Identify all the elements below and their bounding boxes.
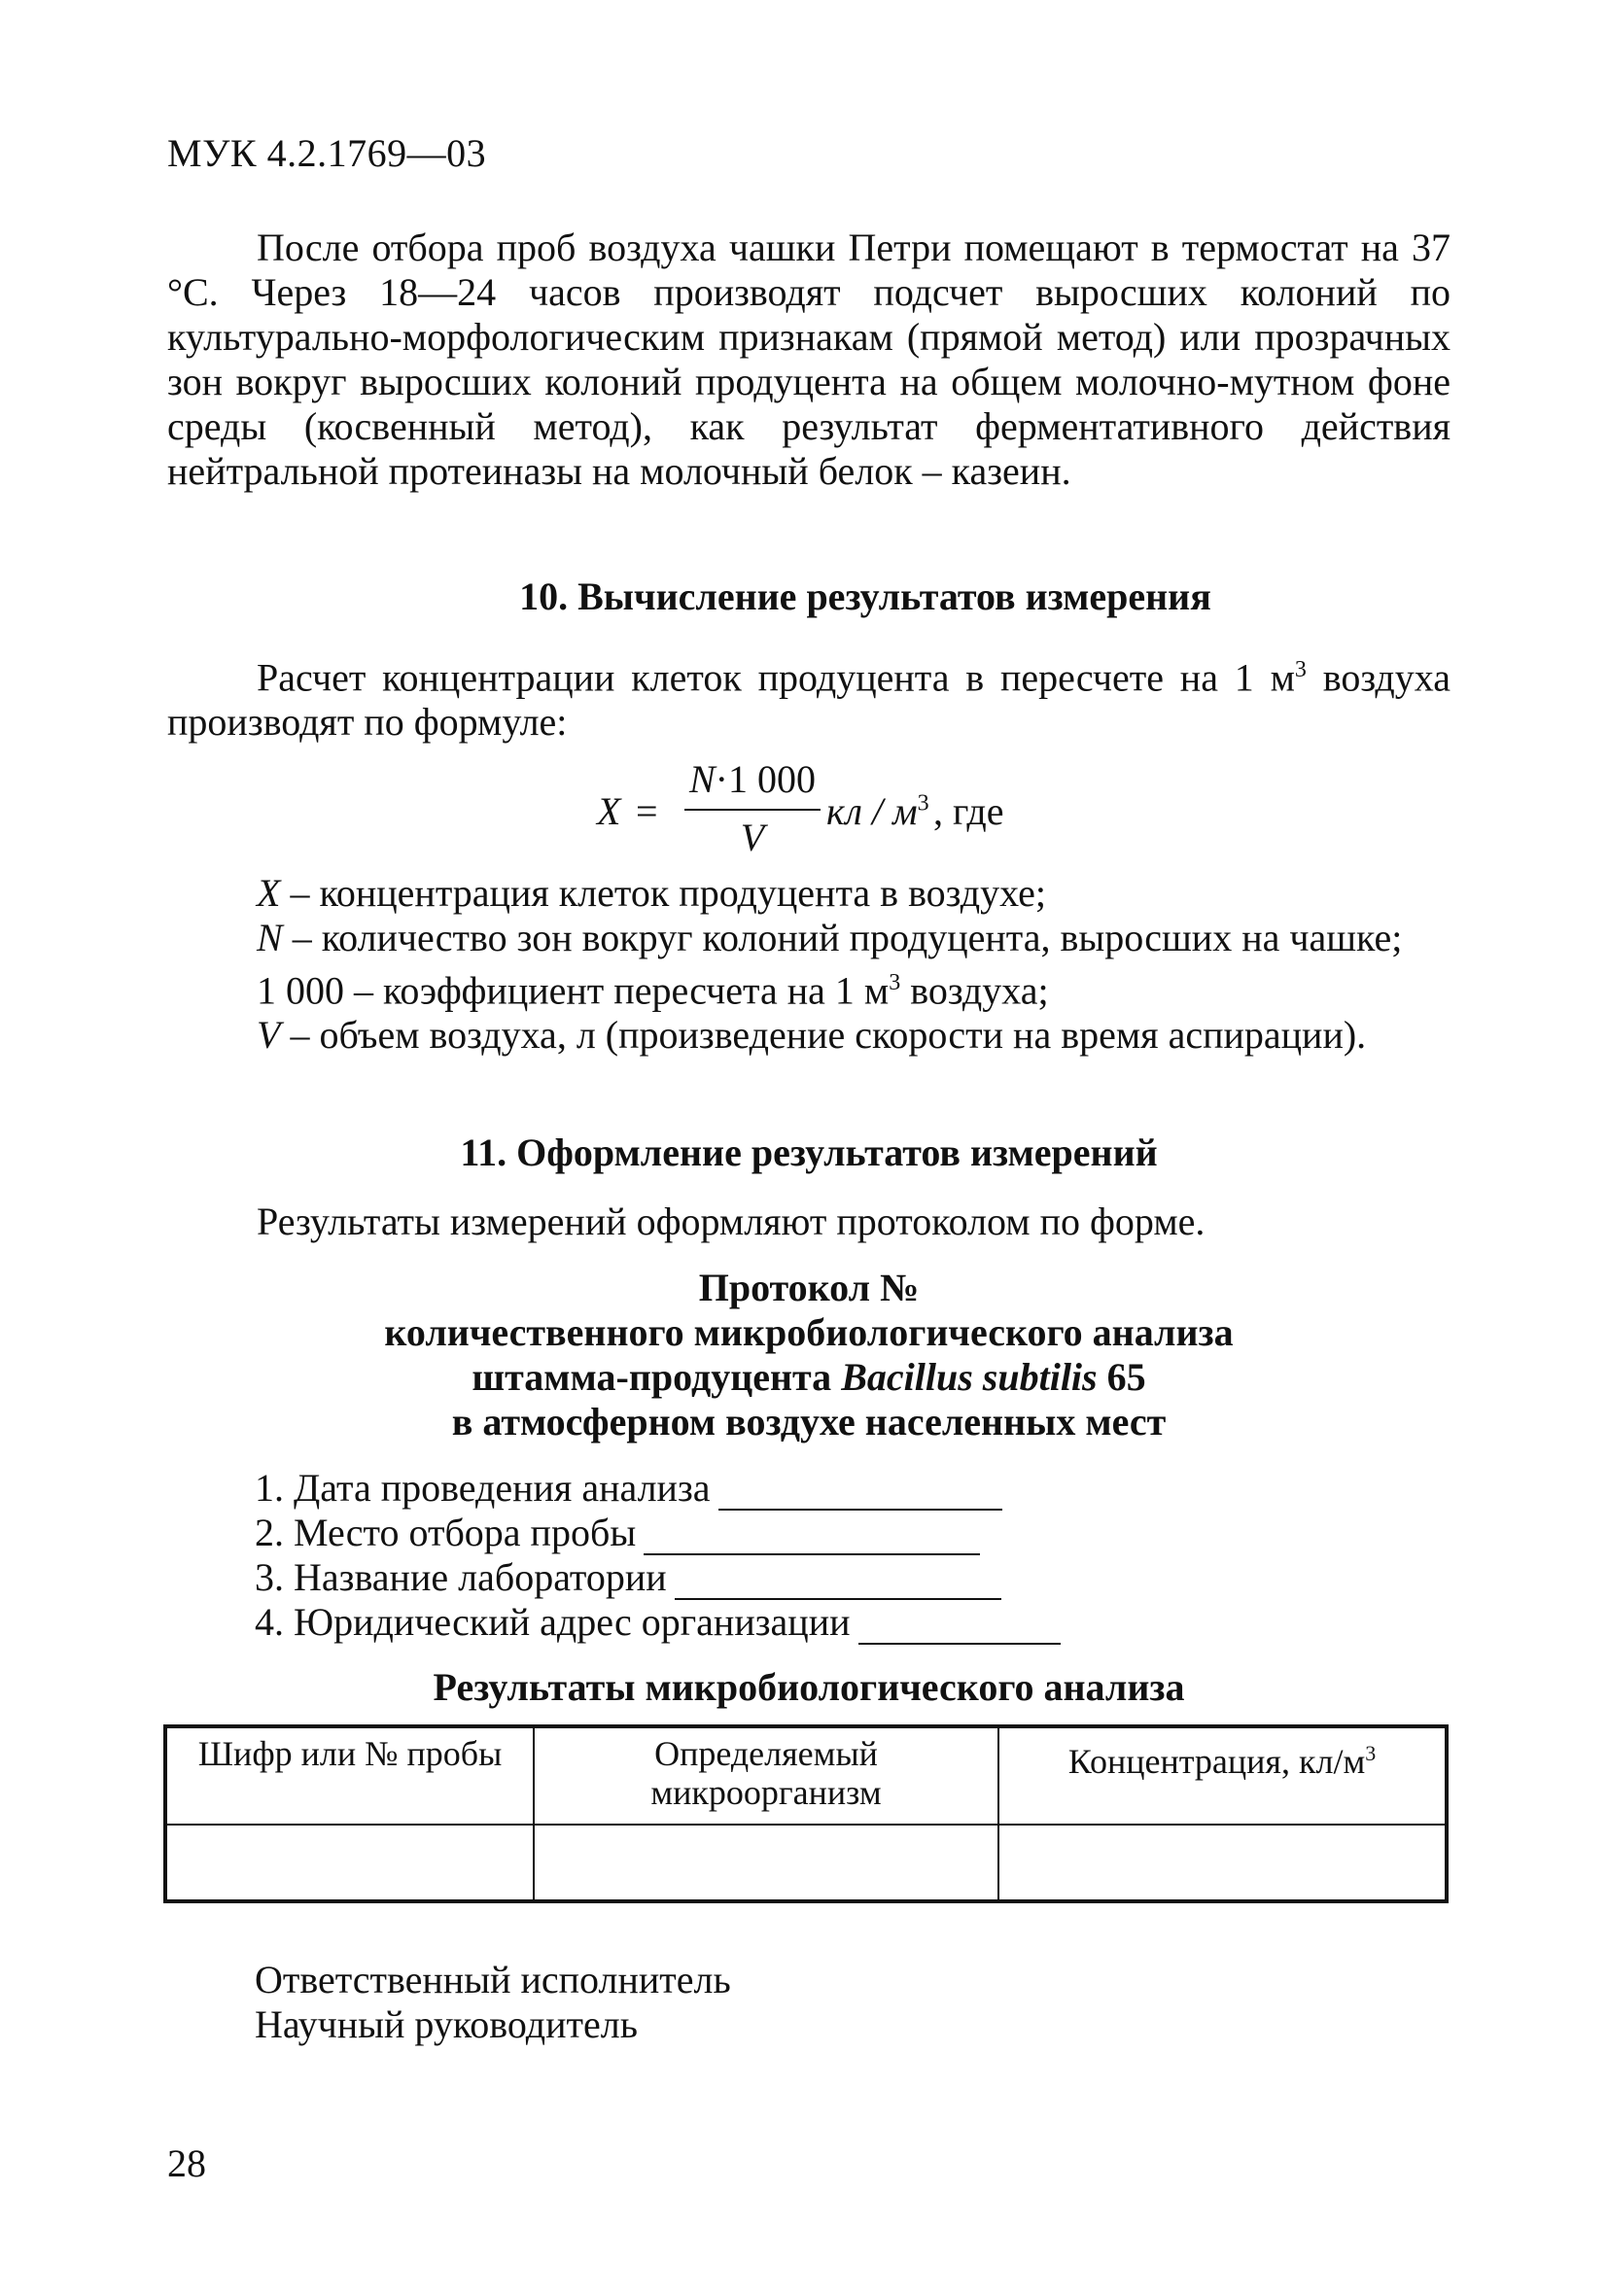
protocol-title-line-1: Протокол № xyxy=(698,1266,920,1309)
signatures xyxy=(255,1958,731,2047)
definition-coefficient-sup: 3 xyxy=(889,970,901,995)
column-header-sample-code: Шифр или № пробы xyxy=(165,1726,534,1825)
table-cell[interactable] xyxy=(165,1825,534,1901)
blank-line[interactable] xyxy=(675,1563,1001,1600)
formula-lhs: X xyxy=(597,789,621,833)
table-header-row xyxy=(165,1726,1447,1825)
protocol-title xyxy=(167,1266,1451,1444)
definition-n-text: – количество зон вокруг колоний продуцента, выросших на чашке; xyxy=(282,916,1403,959)
field-label: 2. Место отбора пробы xyxy=(255,1511,637,1554)
definition-v-text: – объем воздуха, л (произведение скорости на время аспирации). xyxy=(280,1013,1367,1058)
protocol-strain-name: Bacillus subtilis xyxy=(841,1355,1098,1399)
field-analysis-date xyxy=(255,1466,1061,1511)
formula-denominator: V xyxy=(740,816,765,859)
field-laboratory-name xyxy=(255,1555,1061,1600)
field-label: 1. Дата проведения анализа xyxy=(255,1466,711,1510)
results-table-title: Результаты микробиологического анализа xyxy=(433,1665,1185,1709)
definition-v-var: V xyxy=(257,1013,281,1058)
definition-x-text: – концентрация клеток продуцента в воздухе; xyxy=(280,871,1046,915)
table-row xyxy=(165,1825,1447,1901)
protocol-title-line-2: количественного микробиологического анализа xyxy=(384,1310,1234,1354)
paragraph-calculation xyxy=(167,647,1451,745)
concentration-header-sup: 3 xyxy=(1365,1741,1377,1765)
paragraph-protocol-intro: Результаты измерений оформляют протоколом по форме. xyxy=(257,1200,1206,1243)
protocol-title-line-3 xyxy=(167,1355,1451,1400)
calc-intro-superscript: 3 xyxy=(1294,657,1307,682)
formula-unit-sup: 3 xyxy=(917,790,929,817)
section-10-heading: 10. Вычисление результатов измерения xyxy=(519,574,1211,618)
concentration-formula xyxy=(597,756,1141,873)
protocol-fields xyxy=(255,1466,1061,1645)
column-header-microorganism: Определяемый микроорганизм xyxy=(534,1726,998,1825)
document-code: МУК 4.2.1769—03 xyxy=(167,131,487,175)
page-number: 28 xyxy=(167,2141,206,2185)
definition-coefficient xyxy=(167,960,1451,1013)
definition-x xyxy=(167,871,1451,916)
blank-line[interactable] xyxy=(718,1474,1002,1511)
definition-coefficient-text: 1 000 – коэффициент пересчета на 1 м xyxy=(257,968,890,1013)
formula-equals: = xyxy=(636,789,658,833)
signature-responsible: Ответственный исполнитель xyxy=(255,1958,731,2001)
calc-intro-rest: воздуха производят по формуле: xyxy=(167,655,1451,745)
formula-numerator-var: N xyxy=(688,757,716,801)
formula-tail: , где xyxy=(933,789,1004,833)
table-cell[interactable] xyxy=(998,1825,1447,1901)
paragraph-incubation: После отбора проб воздуха чашки Петри помещают в термостат на 37 °С. Через 18—24 часов производят подсчет выросших колоний по культурально-морфологическим признакам (прямой метод) или прозрачных зон вокруг выросших колоний продуцента на общем молочно-мутном фоне среды (косвенный метод), как результат ферментативного действия нейтральной протеиназы на молочный белок – казеин. xyxy=(167,226,1451,493)
table-cell[interactable] xyxy=(534,1825,998,1901)
definition-v xyxy=(167,1013,1451,1058)
column-header-concentration xyxy=(998,1726,1447,1825)
field-sampling-place xyxy=(255,1511,1061,1555)
formula-unit xyxy=(826,788,929,834)
results-table xyxy=(163,1724,1449,1903)
field-legal-address xyxy=(255,1600,1061,1645)
protocol-title-line-4: в атмосферном воздухе населенных мест xyxy=(451,1400,1167,1444)
definition-n xyxy=(167,916,1451,960)
definition-x-var: X xyxy=(257,871,281,915)
section-11-heading: 11. Оформление результатов измерений xyxy=(460,1131,1158,1174)
formula-fraction-bar xyxy=(684,809,821,811)
formula-unit-text: кл / м xyxy=(826,789,918,833)
concentration-header-text: Концентрация, кл/м xyxy=(1067,1742,1366,1781)
calc-intro-text: Расчет концентрации клеток продуцента в пересчете на 1 м xyxy=(257,655,1295,700)
field-label: 3. Название лаборатории xyxy=(255,1555,667,1599)
blank-line[interactable] xyxy=(858,1608,1061,1645)
protocol-strain-prefix: штамма-продуцента xyxy=(472,1355,842,1399)
blank-line[interactable] xyxy=(644,1518,980,1555)
variable-definitions xyxy=(167,871,1451,1058)
field-label: 4. Юридический адрес организации xyxy=(255,1600,851,1644)
formula-numerator xyxy=(684,756,821,802)
protocol-strain-number: 65 xyxy=(1097,1355,1146,1399)
formula-numerator-rest: ·1 000 xyxy=(715,757,816,801)
signature-supervisor: Научный руководитель xyxy=(255,2002,638,2046)
definition-n-var: N xyxy=(257,916,283,959)
definition-coefficient-rest: воздуха; xyxy=(900,968,1049,1013)
